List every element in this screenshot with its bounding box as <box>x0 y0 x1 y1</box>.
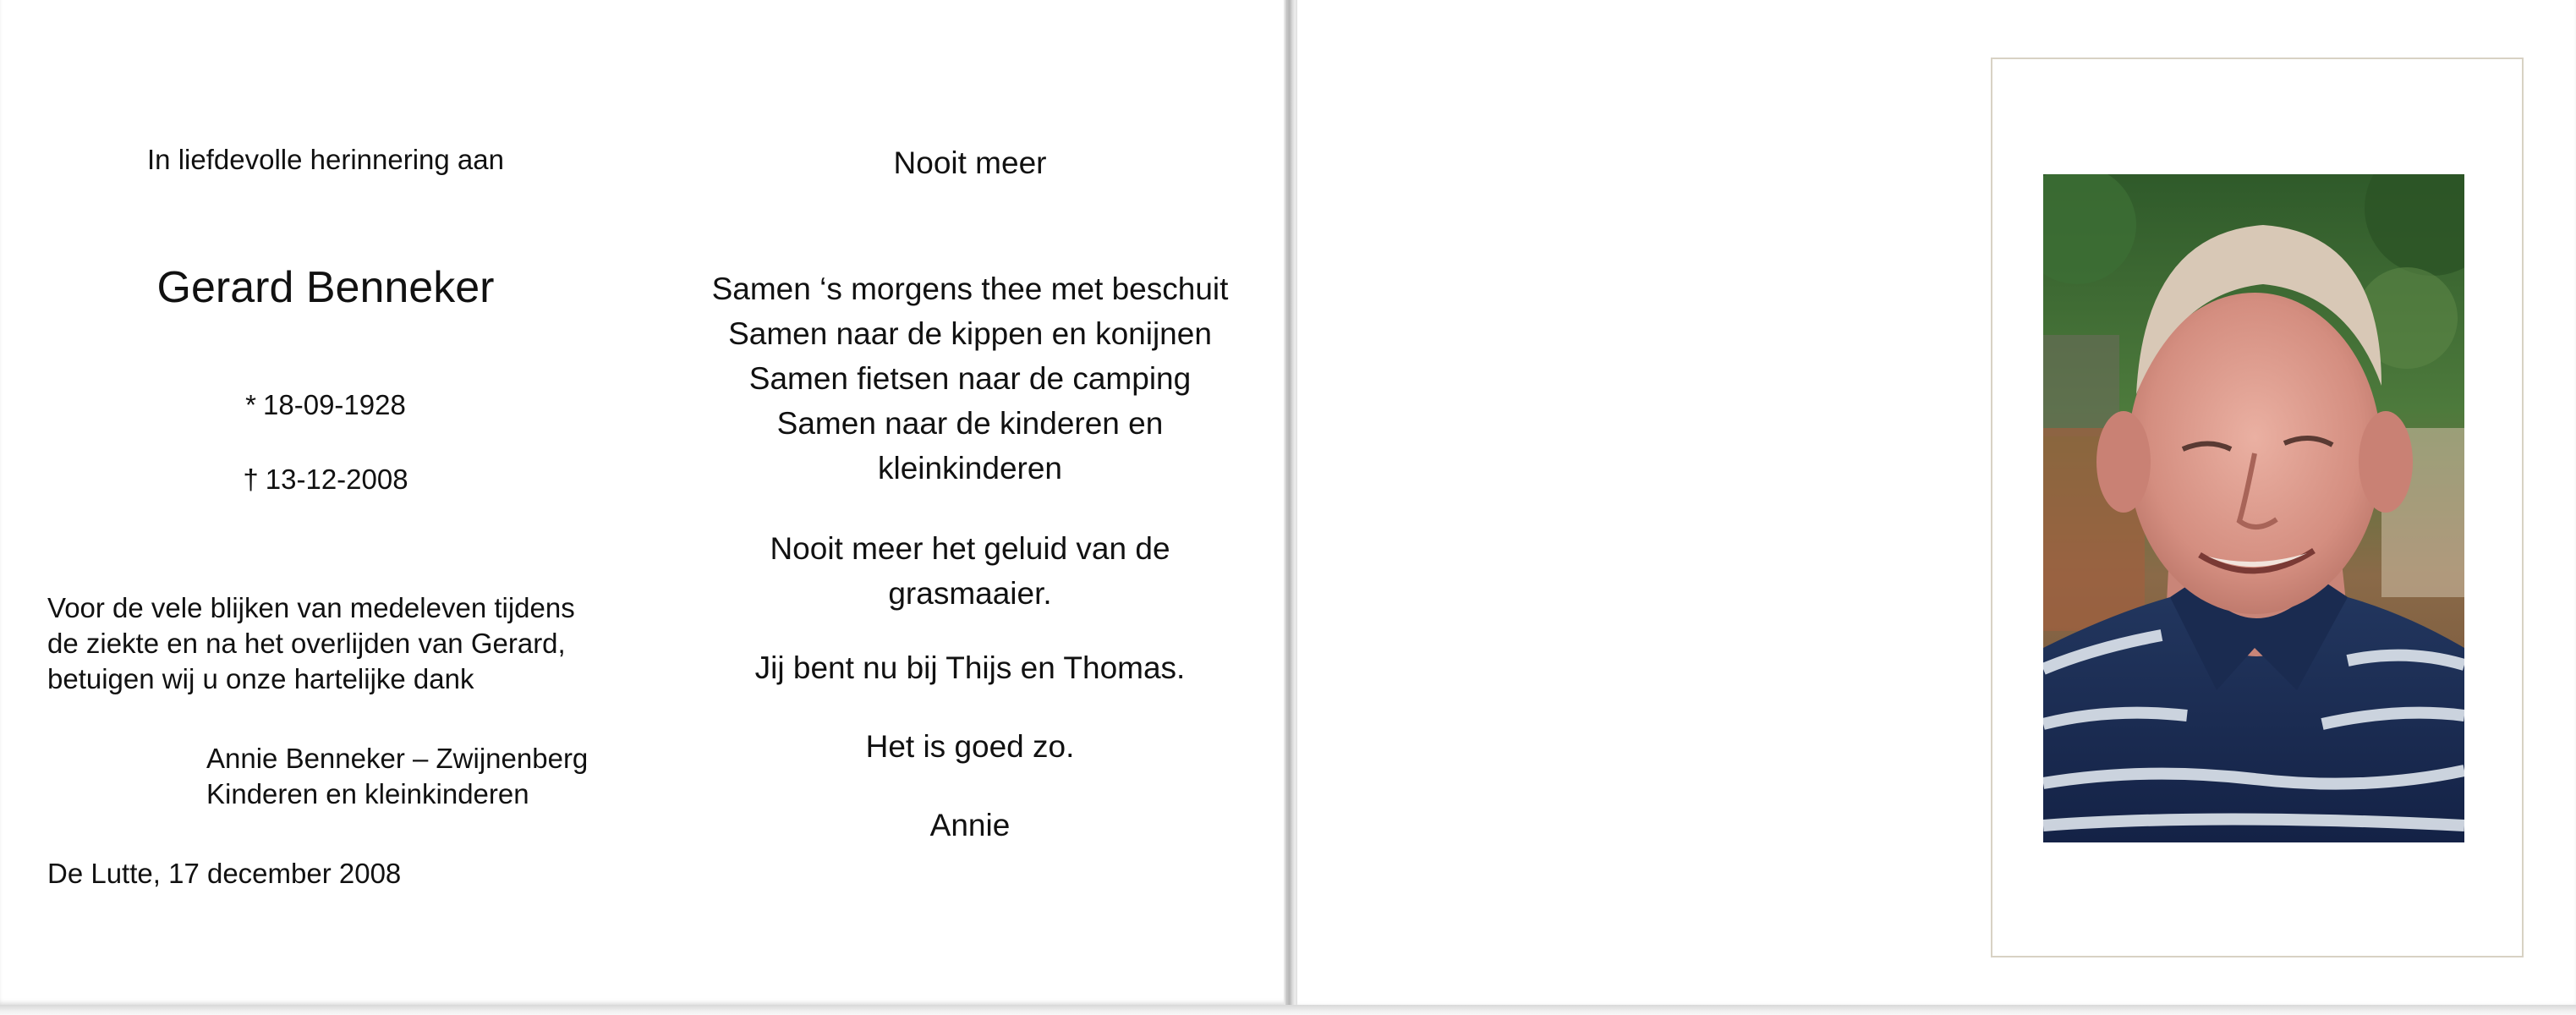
intro-text: In liefdevolle herinnering aan <box>147 144 504 175</box>
poem-line: grasmaaier. <box>888 576 1052 611</box>
poem-stanza-3 <box>660 645 1280 690</box>
deceased-name: Gerard Benneker <box>156 263 495 312</box>
poem-signature <box>660 803 1280 848</box>
death-date: 13-12-2008 <box>265 464 408 495</box>
poem-stanza-4 <box>660 724 1280 769</box>
poem-stanza-1 <box>660 266 1280 491</box>
poem-line: Samen ‘s morgens thee met beschuit <box>711 272 1229 306</box>
death-cross-symbol: † <box>243 464 259 495</box>
thanks-line: Voor de vele blijken van medeleven tijdens <box>47 592 575 623</box>
birth-symbol: * <box>245 389 257 420</box>
portrait-photo-image <box>2043 174 2464 842</box>
birth-date-line <box>34 389 617 421</box>
card-inner-left-panel <box>0 0 1285 1005</box>
poem-line: Samen naar de kinderen en <box>776 406 1164 441</box>
poem-line: Samen fietsen naar de camping <box>748 361 1192 396</box>
signer-line: Kinderen en kleinkinderen <box>206 778 529 809</box>
poem-stanza-2 <box>660 526 1280 616</box>
portrait-photo <box>2043 174 2464 842</box>
poem-line: Het is goed zo. <box>865 729 1075 764</box>
thanks-line: betuigen wij u onze hartelijke dank <box>47 663 474 694</box>
card-bottom-edge <box>0 1005 2576 1015</box>
signers-block <box>206 741 646 812</box>
thanks-line: de ziekte en na het overlijden van Gerard, <box>47 628 566 659</box>
poem-title: Nooit meer <box>893 145 1047 180</box>
birth-date: 18-09-1928 <box>263 389 406 420</box>
card-fold <box>1285 0 1296 1015</box>
death-date-line <box>34 464 617 496</box>
signer-line: Annie Benneker – Zwijnenberg <box>206 743 589 774</box>
poem-line: kleinkinderen <box>877 451 1063 486</box>
place-and-date: De Lutte, 17 december 2008 <box>47 858 402 889</box>
poem-signature-name: Annie <box>929 808 1011 842</box>
poem-line: Samen naar de kippen en konijnen <box>728 316 1212 351</box>
thanks-paragraph <box>47 590 639 697</box>
poem-line: Nooit meer het geluid van de <box>770 531 1170 566</box>
poem-line: Jij bent nu bij Thijs en Thomas. <box>754 650 1186 685</box>
